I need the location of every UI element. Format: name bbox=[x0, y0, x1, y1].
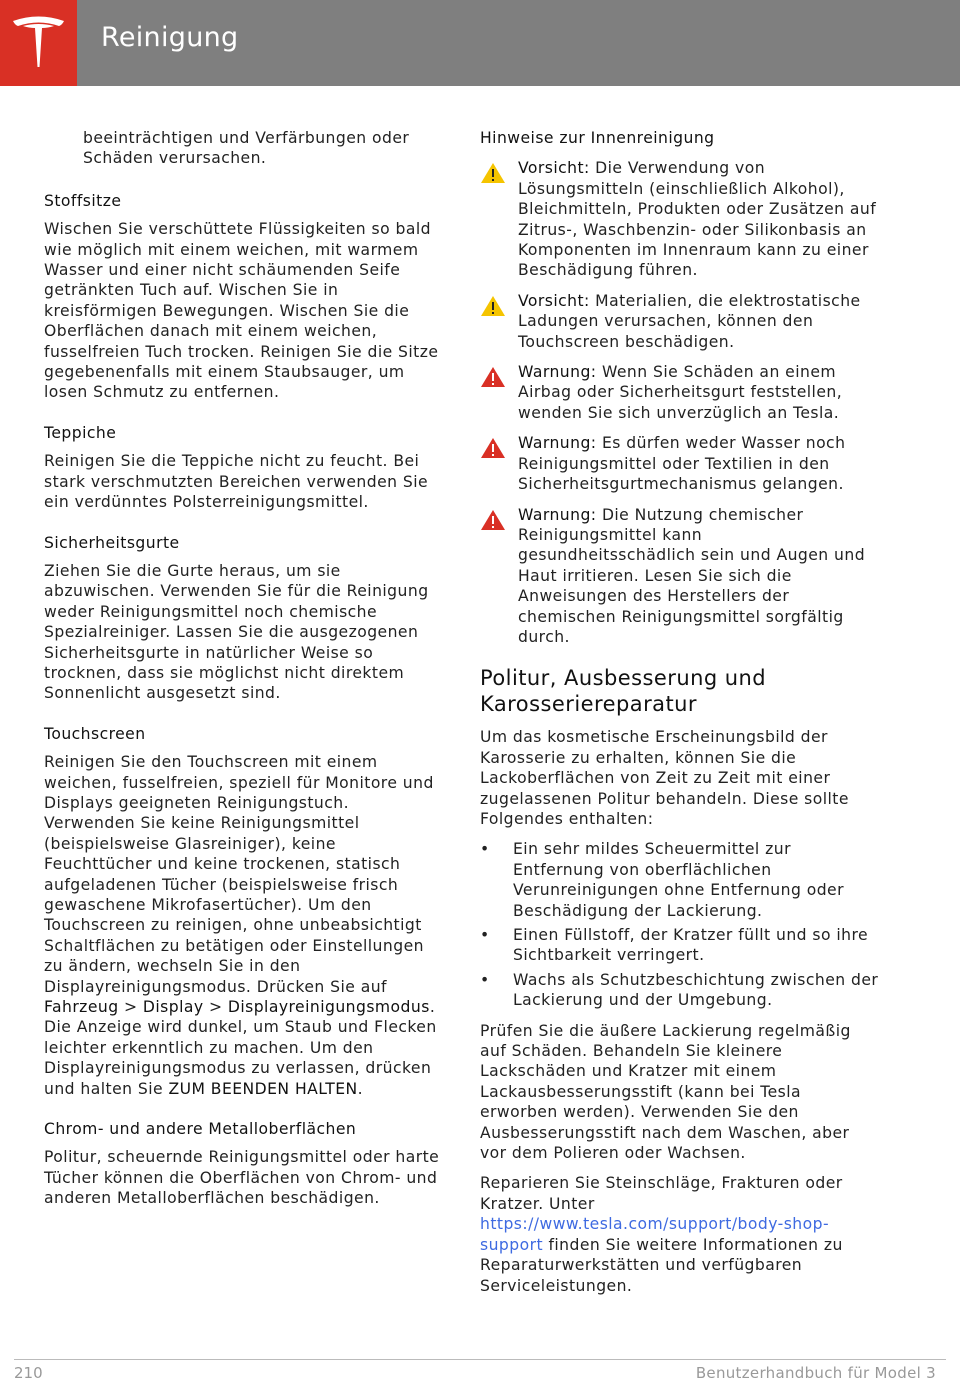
section-heading: Teppiche bbox=[44, 423, 117, 442]
list-item bbox=[480, 925, 880, 966]
note-label: Vorsicht: bbox=[518, 291, 590, 310]
menu-path-displayreinigungsmodus: Displayreinigungsmodus bbox=[227, 998, 430, 1017]
page-number: 210 bbox=[14, 1364, 43, 1382]
section-text: Wischen Sie verschüttete Flüssigkeiten so bald wie möglich mit einem weichen, mit warmem Wasser und einer nicht schäumenden Seife getränkten Tuch auf. Wischen Sie in kreisförmigen Bewegungen. Wischen Sie die Oberflächen danach mit einem weichen, fusselfreien Tuch trocken. Reinigen Sie die Sitze gegebenenfalls mit einem Staubsauger, um losen Schmutz zu entfernen. bbox=[44, 220, 439, 402]
body-shop-support-link[interactable]: https://www.tesla.com/support/body-shop-support bbox=[480, 1215, 830, 1254]
section-heading-hinweise: Hinweise zur Innenreinigung bbox=[480, 129, 715, 147]
politur-list bbox=[480, 839, 880, 1010]
intro-paragraph: beeinträchtigen und Verfärbungen oder Schäden verursachen. bbox=[83, 129, 410, 168]
section-text: Reinigen Sie die Teppiche nicht zu feucht. Bei stark verschmutzten Bereichen verwenden Sie ein verdünntes Polsterreinigungsmittel. bbox=[44, 452, 429, 512]
text-run: finden Sie weitere Informationen zu Reparaturwerkstätten und verfügbaren Serviceleistungen. bbox=[480, 1235, 843, 1295]
caution-note bbox=[480, 158, 880, 280]
bullet: • bbox=[480, 840, 490, 859]
note-label: Warnung: bbox=[518, 505, 597, 524]
pruefen-paragraph: Prüfen Sie die äußere Lackierung regelmäßig auf Schäden. Behandeln Sie kleinere Lackschäden und Kratzer mit einem Lackausbesserungsstift (kann bei Tesla erworben werden). Verwenden Sie den Ausbesserungsstift nach dem Waschen, aber vor dem Polieren oder Wachsen. bbox=[480, 1021, 851, 1163]
section-text: Ziehen Sie die Gurte heraus, um sie abzuwischen. Verwenden Sie für die Reinigung weder Reinigungsmittel noch chemische Spezialreiniger. Lassen Sie die ausgezogenen Sicherheitsgurte in natürlicher Weise so trocknen, dass sie möglichst nicht direktem Sonnenlicht ausgesetzt sind. bbox=[44, 561, 429, 703]
section-sicherheitsgurte bbox=[44, 533, 444, 704]
note-text: Wenn Sie Schäden an einem Airbag oder Sicherheitsgurt feststellen, wenden Sie sich unverzüglich an Tesla. bbox=[518, 363, 843, 422]
list-item-text: Wachs als Schutzbeschichtung zwischen der Lackierung und der Umgebung. bbox=[513, 970, 879, 1010]
list-item-text: Ein sehr mildes Scheuermittel zur Entfernung von oberflächlichen Verunreinigungen ohne Entfernung oder Beschädigung der Lackierung. bbox=[513, 840, 844, 920]
text-run: Reparieren Sie Steinschläge, Frakturen oder Kratzer. Unter bbox=[480, 1174, 843, 1213]
hold-to-exit-label: ZUM BEENDEN HALTEN bbox=[168, 1079, 358, 1098]
caution-icon bbox=[480, 162, 506, 184]
section-heading: Touchscreen bbox=[44, 724, 146, 743]
menu-path-display: Display bbox=[142, 998, 204, 1017]
menu-path-separator: > bbox=[118, 998, 143, 1017]
section-stoffsitze bbox=[44, 191, 444, 403]
section-heading-politur: Politur, Ausbesserung und Karosseriereparatur bbox=[480, 666, 767, 717]
warning-icon bbox=[480, 509, 506, 531]
bullet: • bbox=[480, 970, 490, 989]
section-text: Politur, scheuernde Reinigungsmittel oder harte Tücher können die Oberflächen von Chrom- und anderen Metalloberflächen beschädigen. bbox=[44, 1148, 440, 1208]
warning-icon bbox=[480, 366, 506, 388]
tesla-logo bbox=[0, 0, 77, 86]
text-run: Reinigen Sie den Touchscreen mit einem weichen, fusselfreien, speziell für Monitore und Displays geeigneten Reinigungstuch. Verwenden Sie keine Reinigungsmittel (beispielsweise Glasreiniger), keine Feuchttücher und keine trockenen, statisch aufgeladenen Tücher (beispielsweise frisch gewaschene Mikrofasertücher). Um den Touchscreen zu reinigen, ohne unbeabsichtigt Schaltflächen zu betätigen oder Einstellungen zu ändern, wechseln Sie in den Displayreinigungsmodus. Drücken Sie auf bbox=[44, 753, 434, 996]
warning-note bbox=[480, 505, 880, 648]
politur-intro: Um das kosmetische Erscheinungsbild der Karosserie zu erhalten, können Sie die Lackoberflächen von Zeit zu Zeit mit einer zugelassenen Politur behandeln. Diese sollte Folgendes enthalten: bbox=[480, 728, 849, 828]
list-item bbox=[480, 970, 880, 1011]
section-chrom bbox=[44, 1119, 444, 1209]
section-heading: Chrom- und andere Metalloberflächen bbox=[44, 1120, 357, 1139]
bullet: • bbox=[480, 926, 490, 944]
section-teppiche bbox=[44, 423, 444, 513]
left-column bbox=[44, 128, 444, 1229]
text-run: . Die Anzeige wird dunkel, um Staub und Flecken leichter erkenntlich zu machen. Um den Displayreinigungsmodus zu verlassen, drücken und halten Sie bbox=[44, 998, 437, 1098]
menu-path-fahrzeug: Fahrzeug bbox=[44, 998, 119, 1017]
section-heading: Stoffsitze bbox=[44, 191, 122, 210]
note-text: Es dürfen weder Wasser noch Reinigungsmittel oder Textilien in den Sicherheitsgurtmechanismus gelangen. bbox=[518, 434, 846, 494]
page-header bbox=[0, 0, 960, 86]
note-text: Die Verwendung von Lösungsmitteln (einschließlich Alkohol), Bleichmitteln, Produkten oder Zusätzen auf Zitrus-, Waschbenzin- oder Silikonbasis an Komponenten im Innenraum kann zu einer Beschädigung führen. bbox=[518, 159, 877, 280]
tesla-logo-icon bbox=[10, 13, 67, 71]
warning-icon bbox=[480, 437, 506, 459]
caution-icon bbox=[480, 295, 506, 317]
caution-note bbox=[480, 291, 880, 352]
page-title: Reinigung bbox=[101, 22, 239, 53]
note-text: Materialien, die elektrostatische Ladungen verursachen, können den Touchscreen beschädigen. bbox=[518, 291, 861, 351]
note-label: Vorsicht: bbox=[518, 159, 590, 178]
right-column bbox=[480, 128, 880, 1306]
warning-note bbox=[480, 362, 880, 423]
note-label: Warnung: bbox=[518, 434, 597, 453]
footer-divider bbox=[14, 1359, 946, 1360]
note-label: Warnung: bbox=[518, 363, 597, 382]
list-item bbox=[480, 839, 880, 921]
manual-title: Benutzerhandbuch für Model 3 bbox=[695, 1364, 936, 1382]
menu-path-separator: > bbox=[203, 998, 228, 1017]
section-heading: Sicherheitsgurte bbox=[44, 533, 180, 552]
reparieren-paragraph bbox=[480, 1173, 880, 1295]
text-run: . bbox=[357, 1079, 364, 1098]
section-text bbox=[44, 752, 444, 1099]
warning-note bbox=[480, 433, 880, 494]
section-touchscreen bbox=[44, 724, 444, 1099]
note-text: Die Nutzung chemischer Reinigungsmittel kann gesundheitsschädlich sein und Augen und Haut irritieren. Lesen Sie sich die Anweisungen des Herstellers der chemischen Reinigungsmittel sorgfältig durch. bbox=[518, 505, 866, 646]
list-item-text: Einen Füllstoff, der Kratzer füllt und so ihre Sichtbarkeit verringert. bbox=[513, 926, 869, 965]
